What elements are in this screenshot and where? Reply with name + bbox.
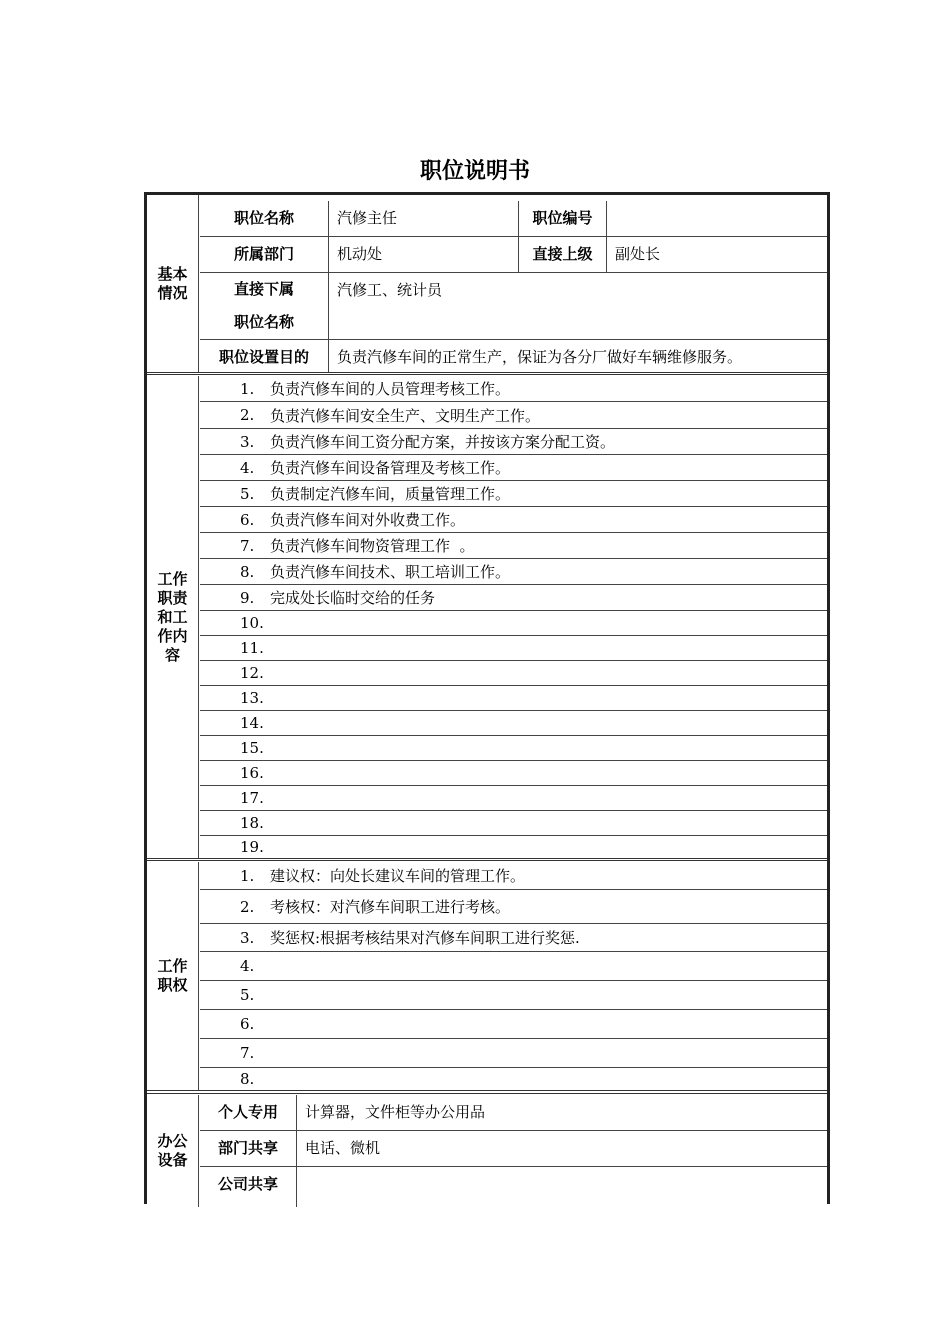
list-item [200, 836, 827, 858]
list-item [200, 481, 827, 507]
list-item-content [240, 761, 823, 785]
list-item-number: 7. [240, 536, 255, 555]
list-item [200, 786, 827, 811]
list-item-content [240, 1039, 823, 1067]
list-item [200, 736, 827, 761]
list-item-number: 17. [240, 789, 264, 807]
list-item-content [240, 836, 823, 858]
purpose-label: 职位设置目的 [218, 348, 309, 366]
list-item-content [240, 686, 823, 710]
section-divider [147, 372, 827, 375]
list-item-number: 6. [240, 510, 255, 529]
list-item [200, 952, 827, 981]
list-item [200, 636, 827, 661]
position-no-label: 职位编号 [518, 201, 606, 236]
list-item-text: 负责汽修车间工资分配方案，并按该方案分配工资。 [270, 433, 616, 451]
basic-info-label: 基本情况 [147, 195, 199, 372]
list-item-number: 10. [240, 614, 264, 632]
equipment-label: 办公设备 [147, 1095, 199, 1207]
personal-equipment-label: 个人专用 [217, 1103, 278, 1121]
row-personal-equipment [200, 1095, 827, 1131]
subordinates-label-line2: 职位名称 [233, 313, 294, 331]
list-item-number: 12. [240, 664, 264, 682]
list-item-content [240, 455, 823, 480]
list-item-number: 14. [240, 714, 264, 732]
list-item-content [240, 559, 823, 584]
list-item-content [240, 402, 823, 428]
list-item-content [240, 711, 823, 735]
list-item-content [240, 1010, 823, 1038]
list-item [200, 611, 827, 636]
basic-info-section [147, 195, 827, 372]
list-item [200, 533, 827, 559]
list-item-content [240, 981, 823, 1009]
list-item-number: 3. [240, 432, 255, 451]
dept-equipment-value: 电话、微机 [296, 1131, 827, 1166]
list-item-content [240, 661, 823, 685]
row-department [200, 237, 827, 273]
list-item-number: 1. [240, 379, 255, 398]
list-item [200, 376, 827, 402]
list-item-content [240, 952, 823, 980]
subordinates-label [200, 273, 328, 339]
list-item-number: 11. [240, 639, 264, 657]
list-item-content [240, 636, 823, 660]
list-item-content [240, 862, 823, 889]
subordinates-value: 汽修工、统计员 [328, 273, 827, 339]
list-item-content [240, 585, 823, 610]
list-item-number: 16. [240, 764, 264, 782]
list-item-number: 2. [240, 406, 255, 424]
list-item [200, 559, 827, 585]
list-item-number: 5. [240, 484, 255, 503]
list-item [200, 429, 827, 455]
row-purpose [200, 340, 827, 372]
list-item-text: 完成处长临时交给的任务 [270, 589, 436, 607]
list-item [200, 924, 827, 952]
list-item-content [240, 429, 823, 454]
position-no-value [606, 201, 827, 236]
subordinates-label-line1: 直接下属 [233, 280, 294, 298]
purpose-value: 负责汽修车间的正常生产，保证为各分厂做好车辆维修服务。 [328, 340, 827, 372]
list-item-text: 考核权：对汽修车间职工进行考核。 [270, 898, 511, 916]
superior-label: 直接上级 [518, 237, 606, 272]
dept-equipment-label: 部门共享 [217, 1139, 278, 1157]
list-item-text: 建议权：向处长建议车间的管理工作。 [270, 867, 526, 885]
row-position-name [200, 201, 827, 237]
list-item-number: 19. [240, 838, 264, 856]
page-title: 职位说明书 [419, 159, 530, 184]
list-item-number: 15. [240, 739, 264, 757]
list-item-text: 奖惩权:根据考核结果对汽修车间职工进行奖惩. [270, 929, 580, 947]
row-dept-equipment [200, 1131, 827, 1167]
list-item-number: 4. [240, 957, 255, 975]
list-item-number: 8. [240, 1070, 255, 1088]
list-item [200, 1068, 827, 1090]
list-item-number: 4. [240, 458, 255, 477]
list-item-text: 负责汽修车间对外收费工作。 [270, 511, 466, 529]
list-item-content [240, 811, 823, 835]
list-item-content [240, 611, 823, 635]
list-item-number: 7. [240, 1044, 255, 1062]
list-item [200, 686, 827, 711]
list-item-content [240, 507, 823, 532]
list-item [200, 455, 827, 481]
authority-section [147, 862, 827, 1090]
list-item [200, 890, 827, 924]
list-item-content [240, 786, 823, 810]
row-subordinates [200, 273, 827, 340]
list-item-number: 18. [240, 814, 264, 832]
list-item-text: 负责汽修车间设备管理及考核工作。 [270, 459, 511, 477]
position-name-value: 汽修主任 [328, 201, 518, 236]
section-divider [147, 1090, 827, 1094]
list-item [200, 711, 827, 736]
list-item-number: 9. [240, 588, 255, 607]
list-item-content [240, 376, 823, 401]
company-equipment-value [296, 1167, 827, 1207]
department-label: 所属部门 [233, 245, 294, 263]
list-item-number: 8. [240, 562, 255, 581]
list-item-text: 负责汽修车间物资管理工作 。 [270, 537, 475, 555]
company-equipment-label: 公司共享 [217, 1175, 278, 1193]
duties-label: 工作职责和工作内容 [147, 376, 199, 858]
list-item-content [240, 736, 823, 760]
list-item-number: 6. [240, 1015, 255, 1033]
list-item-number: 3. [240, 928, 255, 947]
position-description-table [144, 192, 830, 1204]
list-item-text: 负责汽修车间技术、职工培训工作。 [270, 563, 511, 581]
list-item [200, 507, 827, 533]
list-item [200, 862, 827, 890]
department-value: 机动处 [328, 237, 518, 272]
authority-label: 工作职权 [147, 862, 199, 1090]
list-item-content [240, 1068, 823, 1090]
list-item-number: 1. [240, 866, 255, 885]
list-item [200, 661, 827, 686]
row-company-equipment [200, 1167, 827, 1207]
equipment-section [147, 1095, 827, 1207]
list-item [200, 811, 827, 836]
list-item [200, 1010, 827, 1039]
list-item-content [240, 924, 823, 951]
personal-equipment-value: 计算器，文件柜等办公用品 [296, 1095, 827, 1130]
list-item [200, 402, 827, 429]
list-item-text: 负责汽修车间的人员管理考核工作。 [270, 380, 511, 398]
list-item [200, 585, 827, 611]
list-item-content [240, 533, 823, 558]
list-item-content [240, 481, 823, 506]
list-item-number: 5. [240, 986, 255, 1004]
list-item [200, 981, 827, 1010]
section-divider [147, 858, 827, 861]
list-item [200, 761, 827, 786]
list-item [200, 1039, 827, 1068]
list-item-text: 负责制定汽修车间，质量管理工作。 [270, 485, 511, 503]
duties-section [147, 376, 827, 858]
list-item-number: 13. [240, 689, 264, 707]
list-item-number: 2. [240, 897, 255, 916]
superior-value: 副处长 [606, 237, 827, 272]
position-name-label: 职位名称 [233, 209, 294, 227]
list-item-content [240, 890, 823, 923]
list-item-text: 负责汽修车间安全生产、文明生产工作。 [270, 406, 541, 425]
